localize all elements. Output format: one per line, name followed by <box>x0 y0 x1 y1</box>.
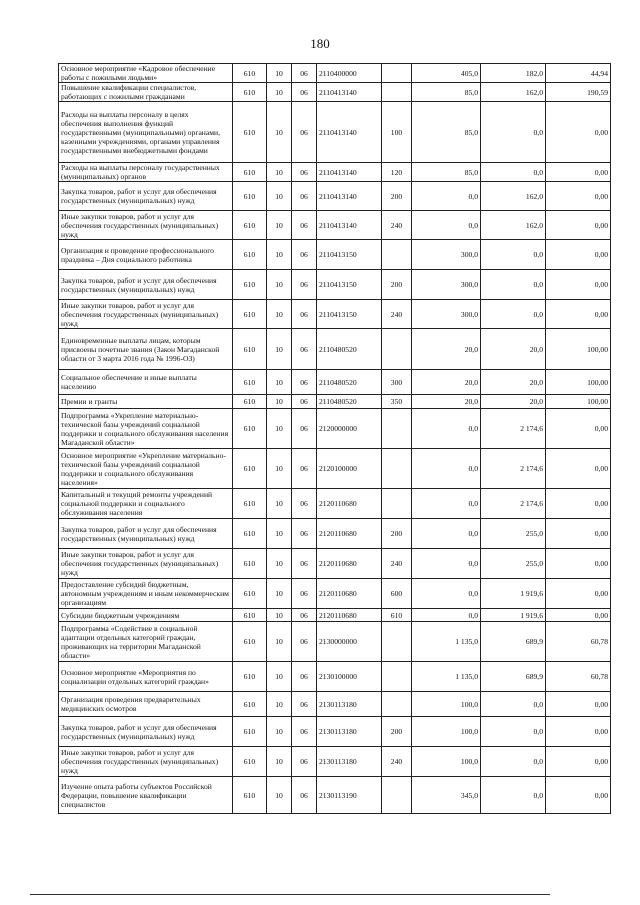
row-name-cell: Единовременные выплаты лицам, которым присвоены почетные звания (Закон Магаданской области от 3 марта 2016 года № 1996-ОЗ) <box>59 329 233 370</box>
target-article-cell: 2110480520 <box>317 395 382 409</box>
executed-amount-cell: 0,0 <box>481 270 546 300</box>
subsection-code-cell: 06 <box>292 609 317 622</box>
section-code-cell: 10 <box>267 609 292 622</box>
subsection-code-cell: 06 <box>292 329 317 370</box>
table-row <box>59 409 611 449</box>
planned-amount-cell: 300,0 <box>412 270 481 300</box>
row-name-cell: Организация проведения предварительных медицинских осмотров <box>59 692 233 717</box>
expense-type-cell: 240 <box>382 747 412 777</box>
target-article-cell: 2120110680 <box>317 579 382 609</box>
ministry-code-cell: 610 <box>233 409 267 449</box>
row-name-cell: Иные закупки товаров, работ и услуг для обеспечения государственных (муниципальных) нужд <box>59 549 233 579</box>
target-article-cell: 2110413140 <box>317 163 382 182</box>
expense-type-cell: 610 <box>382 609 412 622</box>
ministry-code-cell: 610 <box>233 489 267 519</box>
planned-amount-cell: 0,0 <box>412 409 481 449</box>
execution-percent-cell: 44,94 <box>546 64 611 83</box>
section-code-cell: 10 <box>267 211 292 240</box>
planned-amount-cell: 345,0 <box>412 777 481 814</box>
subsection-code-cell: 06 <box>292 270 317 300</box>
section-code-cell: 10 <box>267 579 292 609</box>
executed-amount-cell: 2 174,6 <box>481 449 546 489</box>
ministry-code-cell: 610 <box>233 692 267 717</box>
section-code-cell: 10 <box>267 717 292 747</box>
ministry-code-cell: 610 <box>233 449 267 489</box>
ministry-code-cell: 610 <box>233 519 267 549</box>
execution-percent-cell: 0,00 <box>546 102 611 163</box>
executed-amount-cell: 0,0 <box>481 692 546 717</box>
table-row <box>59 395 611 409</box>
row-name-cell: Иные закупки товаров, работ и услуг для обеспечения государственных (муниципальных) нужд <box>59 300 233 329</box>
subsection-code-cell: 06 <box>292 449 317 489</box>
subsection-code-cell: 06 <box>292 777 317 814</box>
row-name-cell: Подпрограмма «Укрепление материально-технической базы учреждений социальной поддержки и социального обслуживания населения Магаданской области» <box>59 409 233 449</box>
target-article-cell: 2120100000 <box>317 449 382 489</box>
expense-type-cell <box>382 489 412 519</box>
row-name-cell: Закупка товаров, работ и услуг для обеспечения государственных (муниципальных) нужд <box>59 519 233 549</box>
table-row <box>59 692 611 717</box>
planned-amount-cell: 100,0 <box>412 717 481 747</box>
target-article-cell: 2130113190 <box>317 777 382 814</box>
expense-type-cell <box>382 409 412 449</box>
target-article-cell: 2110413140 <box>317 211 382 240</box>
executed-amount-cell: 1 919,6 <box>481 609 546 622</box>
target-article-cell: 2120000000 <box>317 409 382 449</box>
expense-type-cell: 200 <box>382 182 412 211</box>
expense-type-cell <box>382 622 412 662</box>
section-code-cell: 10 <box>267 662 292 692</box>
executed-amount-cell: 0,0 <box>481 777 546 814</box>
section-code-cell: 10 <box>267 182 292 211</box>
section-code-cell: 10 <box>267 549 292 579</box>
table-row <box>59 622 611 662</box>
table-body <box>59 64 611 814</box>
table-row <box>59 64 611 83</box>
row-name-cell: Закупка товаров, работ и услуг для обеспечения государственных (муниципальных) нужд <box>59 270 233 300</box>
ministry-code-cell: 610 <box>233 579 267 609</box>
row-name-cell: Закупка товаров, работ и услуг для обеспечения государственных (муниципальных) нужд <box>59 717 233 747</box>
ministry-code-cell: 610 <box>233 83 267 102</box>
target-article-cell: 2120110680 <box>317 519 382 549</box>
subsection-code-cell: 06 <box>292 182 317 211</box>
table-row <box>59 163 611 182</box>
section-code-cell: 10 <box>267 163 292 182</box>
target-article-cell: 2110480520 <box>317 329 382 370</box>
expense-type-cell: 240 <box>382 300 412 329</box>
execution-percent-cell: 0,00 <box>546 747 611 777</box>
subsection-code-cell: 06 <box>292 747 317 777</box>
target-article-cell: 2120110680 <box>317 549 382 579</box>
section-code-cell: 10 <box>267 329 292 370</box>
execution-percent-cell: 0,00 <box>546 549 611 579</box>
subsection-code-cell: 06 <box>292 579 317 609</box>
row-name-cell: Основное мероприятие «Укрепление материально-технической базы учреждений социальной поддержки и социального обслуживания населения» <box>59 449 233 489</box>
budget-table <box>58 63 611 814</box>
row-name-cell: Расходы на выплаты персоналу в целях обеспечения выполнения функций государственными (муниципальными) органами, казенными учреждениями, органами управления государственными внебюджетными фондами <box>59 102 233 163</box>
expense-type-cell <box>382 662 412 692</box>
section-code-cell: 10 <box>267 300 292 329</box>
table-row <box>59 579 611 609</box>
planned-amount-cell: 300,0 <box>412 300 481 329</box>
row-name-cell: Основное мероприятие «Кадровое обеспечение работы с пожилыми людьми» <box>59 64 233 83</box>
subsection-code-cell: 06 <box>292 519 317 549</box>
executed-amount-cell: 689,9 <box>481 622 546 662</box>
section-code-cell: 10 <box>267 449 292 489</box>
table-row <box>59 489 611 519</box>
planned-amount-cell: 100,0 <box>412 692 481 717</box>
section-code-cell: 10 <box>267 622 292 662</box>
executed-amount-cell: 0,0 <box>481 300 546 329</box>
ministry-code-cell: 610 <box>233 102 267 163</box>
row-name-cell: Премии и гранты <box>59 395 233 409</box>
expense-type-cell: 300 <box>382 370 412 395</box>
executed-amount-cell: 162,0 <box>481 83 546 102</box>
planned-amount-cell: 85,0 <box>412 102 481 163</box>
expense-type-cell <box>382 329 412 370</box>
execution-percent-cell: 0,00 <box>546 182 611 211</box>
row-name-cell: Иные закупки товаров, работ и услуг для обеспечения государственных (муниципальных) нужд <box>59 211 233 240</box>
execution-percent-cell: 100,00 <box>546 370 611 395</box>
section-code-cell: 10 <box>267 692 292 717</box>
table-row <box>59 300 611 329</box>
planned-amount-cell: 300,0 <box>412 240 481 270</box>
executed-amount-cell: 0,0 <box>481 747 546 777</box>
target-article-cell: 2110413150 <box>317 300 382 329</box>
row-name-cell: Закупка товаров, работ и услуг для обеспечения государственных (муниципальных) нужд <box>59 182 233 211</box>
ministry-code-cell: 610 <box>233 622 267 662</box>
section-code-cell: 10 <box>267 519 292 549</box>
table-row <box>59 182 611 211</box>
subsection-code-cell: 06 <box>292 409 317 449</box>
ministry-code-cell: 610 <box>233 370 267 395</box>
table-row <box>59 662 611 692</box>
execution-percent-cell: 0,00 <box>546 777 611 814</box>
planned-amount-cell: 100,0 <box>412 747 481 777</box>
section-code-cell: 10 <box>267 777 292 814</box>
subsection-code-cell: 06 <box>292 211 317 240</box>
planned-amount-cell: 20,0 <box>412 329 481 370</box>
section-code-cell: 10 <box>267 83 292 102</box>
subsection-code-cell: 06 <box>292 662 317 692</box>
execution-percent-cell: 0,00 <box>546 692 611 717</box>
target-article-cell: 2110400000 <box>317 64 382 83</box>
expense-type-cell <box>382 692 412 717</box>
ministry-code-cell: 610 <box>233 182 267 211</box>
expense-type-cell <box>382 777 412 814</box>
section-code-cell: 10 <box>267 395 292 409</box>
execution-percent-cell: 0,00 <box>546 489 611 519</box>
expense-type-cell: 350 <box>382 395 412 409</box>
expense-type-cell: 100 <box>382 102 412 163</box>
execution-percent-cell: 0,00 <box>546 519 611 549</box>
executed-amount-cell: 689,9 <box>481 662 546 692</box>
row-name-cell: Иные закупки товаров, работ и услуг для обеспечения государственных (муниципальных) нужд <box>59 747 233 777</box>
planned-amount-cell: 0,0 <box>412 549 481 579</box>
target-article-cell: 2110413140 <box>317 182 382 211</box>
planned-amount-cell: 1 135,0 <box>412 662 481 692</box>
executed-amount-cell: 20,0 <box>481 329 546 370</box>
planned-amount-cell: 0,0 <box>412 519 481 549</box>
target-article-cell: 2110413150 <box>317 270 382 300</box>
table-row <box>59 747 611 777</box>
execution-percent-cell: 0,00 <box>546 240 611 270</box>
planned-amount-cell: 1 135,0 <box>412 622 481 662</box>
expense-type-cell: 240 <box>382 211 412 240</box>
executed-amount-cell: 0,0 <box>481 717 546 747</box>
row-name-cell: Капитальный и текущий ремонты учреждений социальной поддержки и социального обслуживания населения <box>59 489 233 519</box>
row-name-cell: Основное мероприятие «Мероприятия по социализации отдельных категорий граждан» <box>59 662 233 692</box>
planned-amount-cell: 405,0 <box>412 64 481 83</box>
row-name-cell: Организация и проведение профессионального праздника – Дня социального работника <box>59 240 233 270</box>
row-name-cell: Изучение опыта работы субъектов Российской Федерации, повышение квалификации специалистов <box>59 777 233 814</box>
executed-amount-cell: 0,0 <box>481 102 546 163</box>
planned-amount-cell: 0,0 <box>412 211 481 240</box>
bottom-rule <box>30 894 550 895</box>
executed-amount-cell: 255,0 <box>481 519 546 549</box>
table-row <box>59 549 611 579</box>
table-row <box>59 240 611 270</box>
planned-amount-cell: 20,0 <box>412 395 481 409</box>
executed-amount-cell: 162,0 <box>481 211 546 240</box>
ministry-code-cell: 610 <box>233 64 267 83</box>
subsection-code-cell: 06 <box>292 549 317 579</box>
planned-amount-cell: 85,0 <box>412 163 481 182</box>
expense-type-cell: 240 <box>382 549 412 579</box>
table-row <box>59 519 611 549</box>
execution-percent-cell: 0,00 <box>546 270 611 300</box>
subsection-code-cell: 06 <box>292 692 317 717</box>
ministry-code-cell: 610 <box>233 270 267 300</box>
execution-percent-cell: 0,00 <box>546 300 611 329</box>
table-row <box>59 270 611 300</box>
ministry-code-cell: 610 <box>233 395 267 409</box>
executed-amount-cell: 2 174,6 <box>481 409 546 449</box>
ministry-code-cell: 610 <box>233 777 267 814</box>
target-article-cell: 2110413150 <box>317 240 382 270</box>
execution-percent-cell: 0,00 <box>546 609 611 622</box>
section-code-cell: 10 <box>267 370 292 395</box>
ministry-code-cell: 610 <box>233 240 267 270</box>
target-article-cell: 2110413140 <box>317 102 382 163</box>
execution-percent-cell: 60,78 <box>546 662 611 692</box>
table-row <box>59 449 611 489</box>
execution-percent-cell: 0,00 <box>546 449 611 489</box>
executed-amount-cell: 0,0 <box>481 240 546 270</box>
executed-amount-cell: 1 919,6 <box>481 579 546 609</box>
planned-amount-cell: 0,0 <box>412 609 481 622</box>
table-row <box>59 329 611 370</box>
target-article-cell: 2110480520 <box>317 370 382 395</box>
expense-type-cell <box>382 449 412 489</box>
planned-amount-cell: 85,0 <box>412 83 481 102</box>
table-row <box>59 777 611 814</box>
ministry-code-cell: 610 <box>233 747 267 777</box>
subsection-code-cell: 06 <box>292 370 317 395</box>
ministry-code-cell: 610 <box>233 662 267 692</box>
section-code-cell: 10 <box>267 102 292 163</box>
target-article-cell: 2110413140 <box>317 83 382 102</box>
expense-type-cell: 600 <box>382 579 412 609</box>
subsection-code-cell: 06 <box>292 622 317 662</box>
execution-percent-cell: 100,00 <box>546 329 611 370</box>
subsection-code-cell: 06 <box>292 300 317 329</box>
section-code-cell: 10 <box>267 240 292 270</box>
section-code-cell: 10 <box>267 489 292 519</box>
subsection-code-cell: 06 <box>292 240 317 270</box>
execution-percent-cell: 190,59 <box>546 83 611 102</box>
row-name-cell: Подпрограмма «Содействие в социальной адаптации отдельных категорий граждан, проживающих на территории Магаданской области» <box>59 622 233 662</box>
executed-amount-cell: 182,0 <box>481 64 546 83</box>
planned-amount-cell: 20,0 <box>412 370 481 395</box>
table-row <box>59 211 611 240</box>
section-code-cell: 10 <box>267 64 292 83</box>
ministry-code-cell: 610 <box>233 163 267 182</box>
execution-percent-cell: 0,00 <box>546 579 611 609</box>
execution-percent-cell: 100,00 <box>546 395 611 409</box>
ministry-code-cell: 610 <box>233 609 267 622</box>
planned-amount-cell: 0,0 <box>412 489 481 519</box>
subsection-code-cell: 06 <box>292 717 317 747</box>
row-name-cell: Субсидии бюджетным учреждениям <box>59 609 233 622</box>
executed-amount-cell: 2 174,6 <box>481 489 546 519</box>
execution-percent-cell: 0,00 <box>546 409 611 449</box>
expense-type-cell <box>382 83 412 102</box>
planned-amount-cell: 0,0 <box>412 579 481 609</box>
subsection-code-cell: 06 <box>292 83 317 102</box>
executed-amount-cell: 0,0 <box>481 163 546 182</box>
execution-percent-cell: 0,00 <box>546 211 611 240</box>
section-code-cell: 10 <box>267 747 292 777</box>
section-code-cell: 10 <box>267 409 292 449</box>
target-article-cell: 2130113180 <box>317 747 382 777</box>
execution-percent-cell: 60,78 <box>546 622 611 662</box>
executed-amount-cell: 20,0 <box>481 395 546 409</box>
subsection-code-cell: 06 <box>292 64 317 83</box>
expense-type-cell <box>382 240 412 270</box>
executed-amount-cell: 162,0 <box>481 182 546 211</box>
ministry-code-cell: 610 <box>233 329 267 370</box>
table-row <box>59 83 611 102</box>
table-row <box>59 370 611 395</box>
target-article-cell: 2130000000 <box>317 622 382 662</box>
subsection-code-cell: 06 <box>292 489 317 519</box>
target-article-cell: 2130113180 <box>317 692 382 717</box>
section-code-cell: 10 <box>267 270 292 300</box>
table-row <box>59 102 611 163</box>
table-row <box>59 717 611 747</box>
subsection-code-cell: 06 <box>292 395 317 409</box>
expense-type-cell: 200 <box>382 270 412 300</box>
ministry-code-cell: 610 <box>233 300 267 329</box>
expense-type-cell: 120 <box>382 163 412 182</box>
ministry-code-cell: 610 <box>233 549 267 579</box>
expense-type-cell: 200 <box>382 717 412 747</box>
planned-amount-cell: 0,0 <box>412 449 481 489</box>
execution-percent-cell: 0,00 <box>546 163 611 182</box>
ministry-code-cell: 610 <box>233 717 267 747</box>
target-article-cell: 2130100000 <box>317 662 382 692</box>
row-name-cell: Расходы на выплаты персоналу государственных (муниципальных) органов <box>59 163 233 182</box>
ministry-code-cell: 610 <box>233 211 267 240</box>
row-name-cell: Предоставление субсидий бюджетным, автономным учреждениям и иным некоммерческим организациям <box>59 579 233 609</box>
execution-percent-cell: 0,00 <box>546 717 611 747</box>
executed-amount-cell: 255,0 <box>481 549 546 579</box>
target-article-cell: 2120110680 <box>317 489 382 519</box>
subsection-code-cell: 06 <box>292 102 317 163</box>
target-article-cell: 2130113180 <box>317 717 382 747</box>
row-name-cell: Социальное обеспечение и иные выплаты населению <box>59 370 233 395</box>
expense-type-cell: 200 <box>382 519 412 549</box>
row-name-cell: Повышение квалификации специалистов, работающих с пожилыми гражданами <box>59 83 233 102</box>
expense-type-cell <box>382 64 412 83</box>
executed-amount-cell: 20,0 <box>481 370 546 395</box>
subsection-code-cell: 06 <box>292 163 317 182</box>
page-number: 180 <box>310 36 330 51</box>
target-article-cell: 2120110680 <box>317 609 382 622</box>
planned-amount-cell: 0,0 <box>412 182 481 211</box>
table-row <box>59 609 611 622</box>
